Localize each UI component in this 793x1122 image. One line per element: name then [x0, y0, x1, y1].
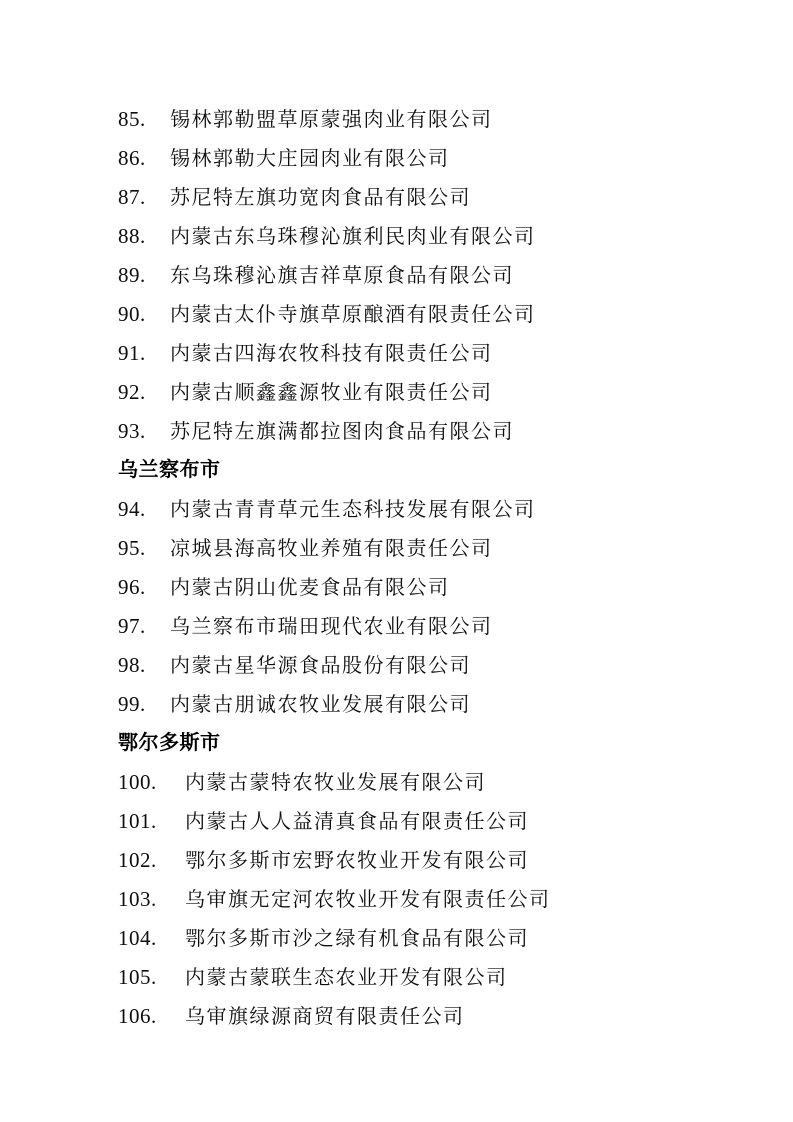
company-name: 凉城县海高牧业养殖有限责任公司: [170, 538, 493, 560]
list-item-number: 93.: [118, 419, 146, 443]
list-item: [118, 412, 733, 451]
list-item-number: 102.: [118, 848, 157, 872]
company-name: 鄂尔多斯市宏野农牧业开发有限公司: [185, 850, 529, 872]
list-item-number: 104.: [118, 926, 157, 950]
list-item: [118, 685, 733, 724]
list-item-number: 89.: [118, 263, 146, 287]
list-item-number: 92.: [118, 380, 146, 404]
list-item-number: 103.: [118, 887, 157, 911]
company-name: 乌兰察布市瑞田现代农业有限公司: [170, 616, 493, 638]
company-name: 东乌珠穆沁旗吉祥草原食品有限公司: [170, 265, 514, 287]
section-heading: 乌兰察布市: [118, 459, 221, 481]
company-name: 内蒙古东乌珠穆沁旗利民肉业有限公司: [170, 226, 536, 248]
list-item-number: 90.: [118, 302, 146, 326]
list-item: [118, 178, 733, 217]
company-name: 苏尼特左旗功宽肉食品有限公司: [170, 187, 471, 209]
company-name: 苏尼特左旗满都拉图肉食品有限公司: [170, 421, 514, 443]
list-item: [118, 139, 733, 178]
company-list: [118, 100, 733, 1036]
list-item-number: 99.: [118, 692, 146, 716]
list-item: [118, 841, 733, 880]
company-name: 锡林郭勒大庄园肉业有限公司: [170, 148, 450, 170]
list-item-number: 88.: [118, 224, 146, 248]
company-name: 内蒙古蒙联生态农业开发有限公司: [185, 967, 508, 989]
company-name: 乌审旗绿源商贸有限责任公司: [185, 1006, 465, 1028]
list-item: [118, 295, 733, 334]
list-item-number: 87.: [118, 185, 146, 209]
list-item-number: 95.: [118, 536, 146, 560]
list-item: [118, 334, 733, 373]
list-item: [118, 802, 733, 841]
list-item-number: 97.: [118, 614, 146, 638]
company-name: 乌审旗无定河农牧业开发有限责任公司: [185, 889, 551, 911]
list-item-number: 101.: [118, 809, 157, 833]
company-name: 内蒙古蒙特农牧业发展有限公司: [185, 772, 486, 794]
list-item: [118, 100, 733, 139]
list-item: [118, 568, 733, 607]
list-item: [118, 958, 733, 997]
list-item-number: 96.: [118, 575, 146, 599]
list-item-number: 85.: [118, 107, 146, 131]
company-name: 内蒙古太仆寺旗草原酿酒有限责任公司: [170, 304, 536, 326]
company-name: 内蒙古朋诚农牧业发展有限公司: [170, 694, 471, 716]
list-item: [118, 373, 733, 412]
list-item: [118, 919, 733, 958]
company-name: 内蒙古青青草元生态科技发展有限公司: [170, 499, 536, 521]
list-item: [118, 529, 733, 568]
list-item-number: 94.: [118, 497, 146, 521]
company-name: 锡林郭勒盟草原蒙强肉业有限公司: [170, 109, 493, 131]
company-name: 内蒙古星华源食品股份有限公司: [170, 655, 471, 677]
list-item: [118, 763, 733, 802]
list-item-number: 100.: [118, 770, 157, 794]
company-name: 内蒙古顺鑫鑫源牧业有限责任公司: [170, 382, 493, 404]
list-item: [118, 217, 733, 256]
list-item: [118, 880, 733, 919]
list-item: [118, 646, 733, 685]
list-item: [118, 607, 733, 646]
list-item-number: 91.: [118, 341, 146, 365]
company-name: 内蒙古四海农牧科技有限责任公司: [170, 343, 493, 365]
list-item: [118, 256, 733, 295]
section-heading: 鄂尔多斯市: [118, 732, 221, 754]
company-name: 内蒙古人人益清真食品有限责任公司: [185, 811, 529, 833]
list-item: [118, 997, 733, 1036]
list-item: [118, 490, 733, 529]
company-name: 内蒙古阴山优麦食品有限公司: [170, 577, 450, 599]
list-item-number: 106.: [118, 1004, 157, 1028]
company-name: 鄂尔多斯市沙之绿有机食品有限公司: [185, 928, 529, 950]
list-item-number: 86.: [118, 146, 146, 170]
list-item-number: 98.: [118, 653, 146, 677]
list-item-number: 105.: [118, 965, 157, 989]
